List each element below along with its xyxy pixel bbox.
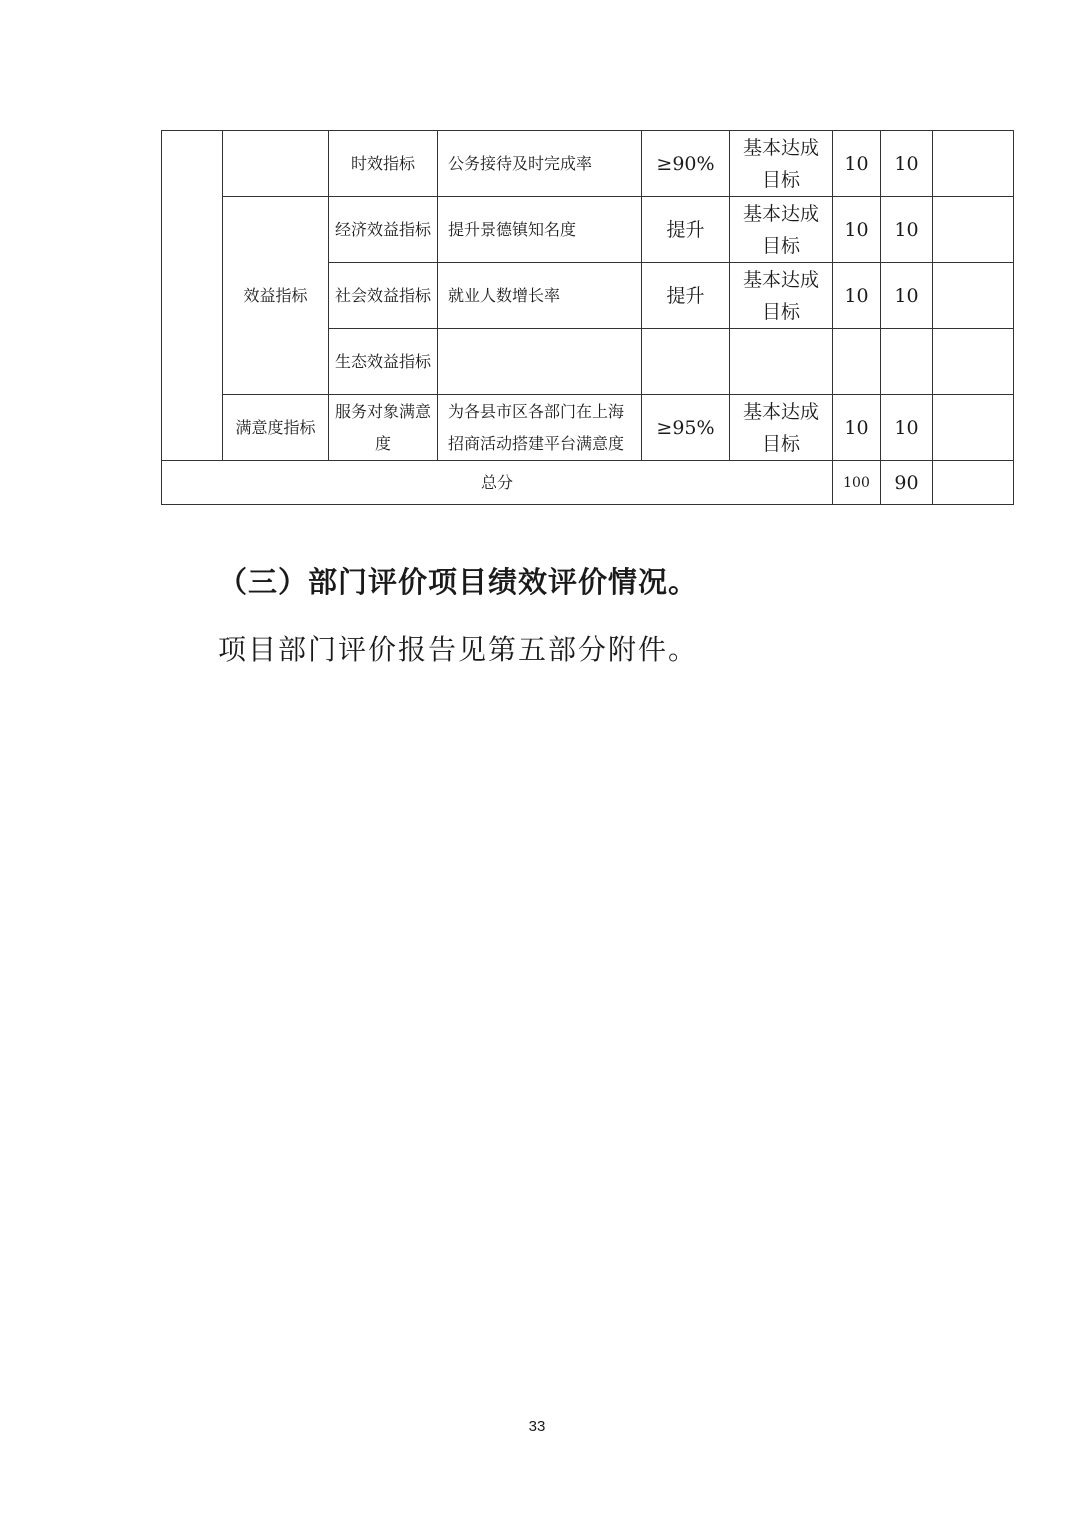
body-paragraph: 项目部门评价报告见第五部分附件。	[218, 633, 699, 666]
indicator-desc-cell: 公务接待及时完成率	[438, 131, 642, 197]
score-cell: 10	[881, 197, 933, 263]
benefit-indicator-cell: 效益指标	[223, 197, 329, 395]
sub-indicator-cell: 服务对象满意度	[329, 395, 438, 461]
achievement-cell: 基本达成目标	[730, 263, 833, 329]
note-cell	[933, 131, 1014, 197]
table-row	[162, 395, 1014, 461]
sub-indicator-cell: 经济效益指标	[329, 197, 438, 263]
sub-indicator-cell: 时效指标	[329, 131, 438, 197]
indicator-desc-cell: 为各县市区各部门在上海招商活动搭建平台满意度	[438, 395, 642, 461]
total-row	[162, 461, 1014, 505]
primary-indicator-cell	[223, 131, 329, 197]
note-cell	[933, 263, 1014, 329]
sub-indicator-cell: 社会效益指标	[329, 263, 438, 329]
achievement-cell	[730, 329, 833, 395]
score-cell	[881, 329, 933, 395]
performance-table	[161, 130, 1014, 505]
weight-cell: 10	[833, 395, 881, 461]
page-number: 33	[528, 1418, 546, 1435]
weight-cell: 10	[833, 263, 881, 329]
target-value-cell: ≥90%	[642, 131, 730, 197]
target-value-cell: 提升	[642, 263, 730, 329]
note-cell	[933, 329, 1014, 395]
achievement-cell: 基本达成目标	[730, 197, 833, 263]
weight-cell: 10	[833, 197, 881, 263]
target-value-cell	[642, 329, 730, 395]
score-cell: 10	[881, 263, 933, 329]
target-value-cell: 提升	[642, 197, 730, 263]
achievement-cell: 基本达成目标	[730, 131, 833, 197]
note-cell	[933, 395, 1014, 461]
weight-cell	[833, 329, 881, 395]
indicator-desc-cell	[438, 329, 642, 395]
table-row	[162, 197, 1014, 263]
weight-cell: 10	[833, 131, 881, 197]
total-note-cell	[933, 461, 1014, 505]
score-cell: 10	[881, 395, 933, 461]
indicator-desc-cell: 就业人数增长率	[438, 263, 642, 329]
section-heading: （三）部门评价项目绩效评价情况。	[218, 565, 699, 599]
table-row	[162, 131, 1014, 197]
achievement-cell: 基本达成目标	[730, 395, 833, 461]
target-value-cell: ≥95%	[642, 395, 730, 461]
category-cell	[162, 131, 223, 461]
satisfaction-indicator-cell: 满意度指标	[223, 395, 329, 461]
total-weight-cell: 100	[833, 461, 881, 505]
total-score-cell: 90	[881, 461, 933, 505]
total-label-cell: 总分	[162, 461, 833, 505]
sub-indicator-cell: 生态效益指标	[329, 329, 438, 395]
note-cell	[933, 197, 1014, 263]
score-cell: 10	[881, 131, 933, 197]
indicator-desc-cell: 提升景德镇知名度	[438, 197, 642, 263]
